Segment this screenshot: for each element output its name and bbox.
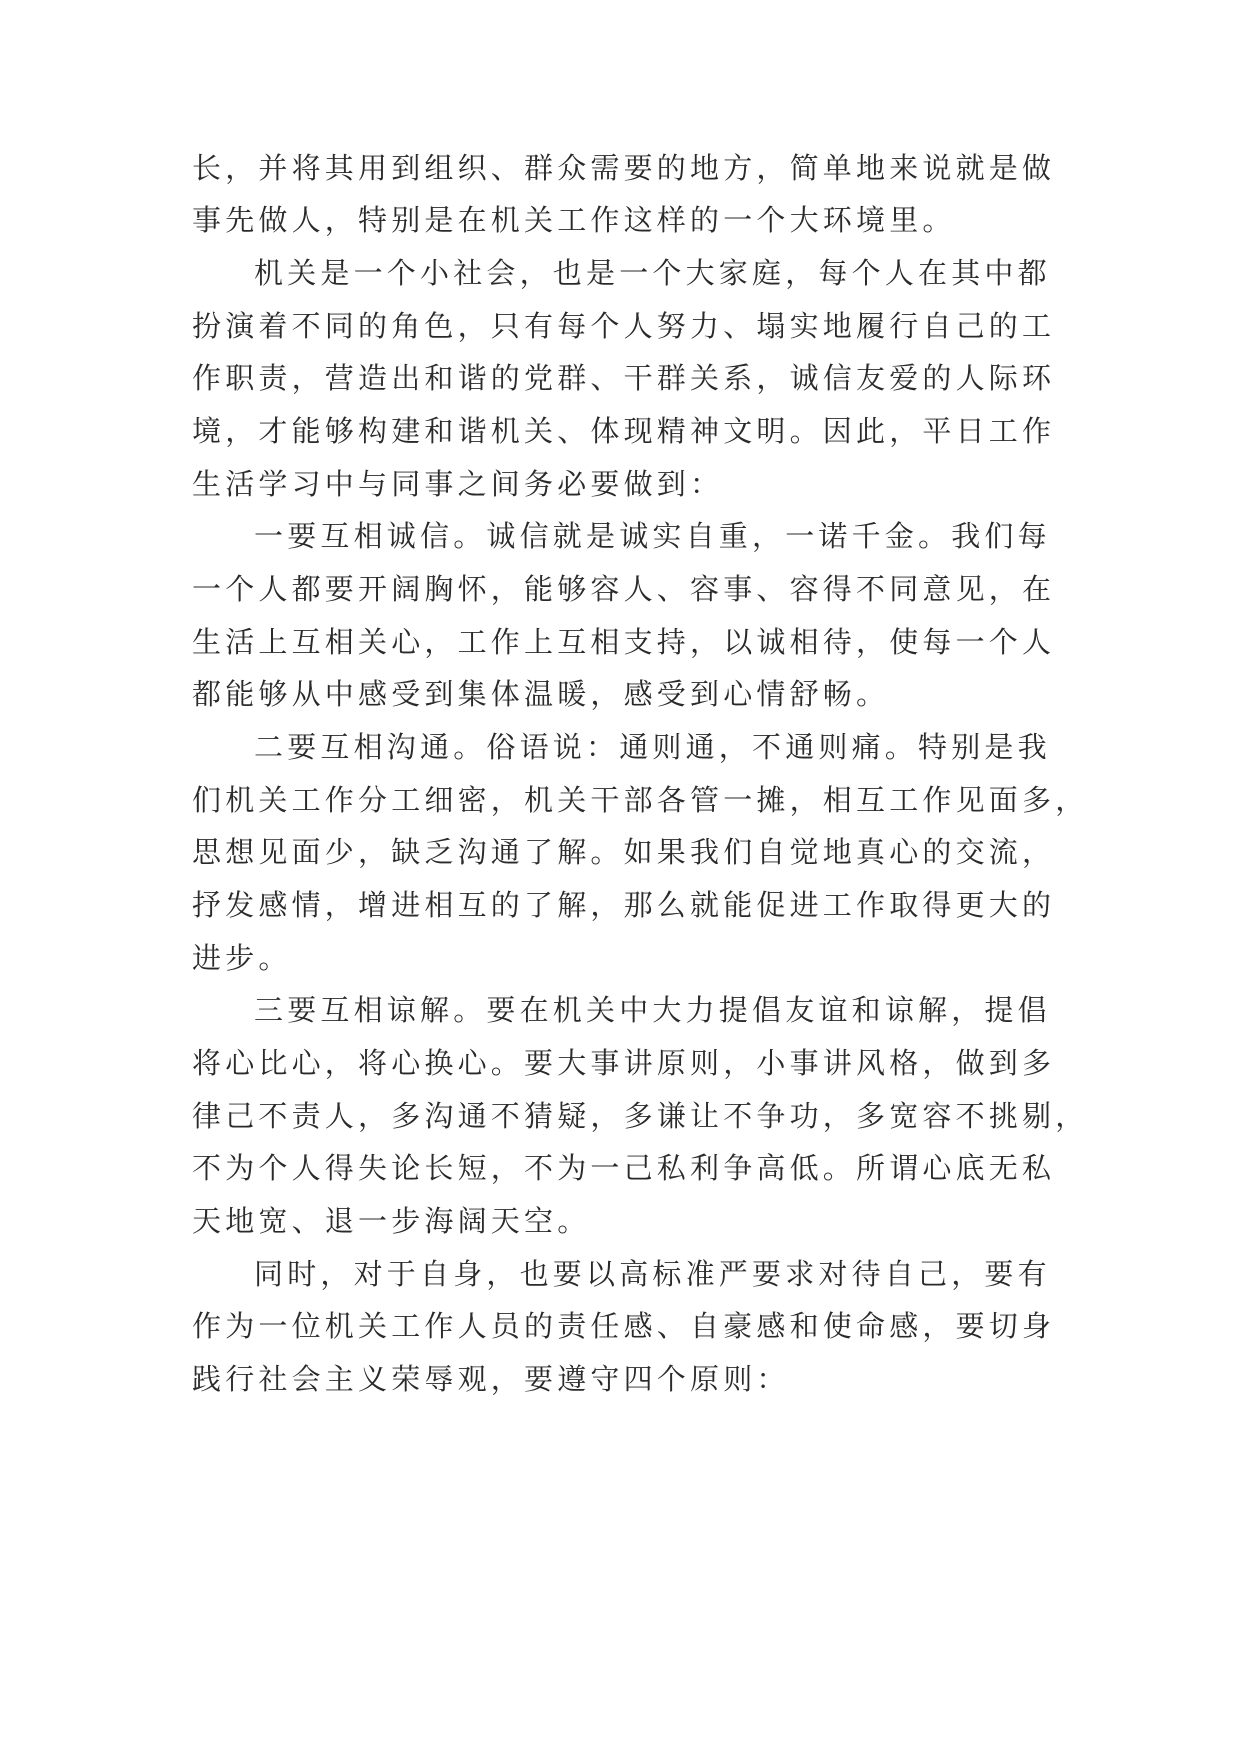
text-line: 作为一位机关工作人员的责任感、自豪感和使命感，要切身 <box>192 1309 1056 1343</box>
text-line: 践行社会主义荣辱观，要遵守四个原则： <box>192 1362 790 1396</box>
text-line: 二要互相沟通。俗语说：通则通，不通则痛。特别是我 <box>254 730 1051 764</box>
text-line: 天地宽、退一步海阔天空。 <box>192 1204 591 1238</box>
text-line: 都能够从中感受到集体温暖，感受到心情舒畅。 <box>192 677 890 711</box>
text-line: 作职责，营造出和谐的党群、干群关系，诚信友爱的人际环 <box>192 361 1056 395</box>
text-line: 事先做人，特别是在机关工作这样的一个大环境里。 <box>192 203 956 237</box>
text-line: 生活学习中与同事之间务必要做到： <box>192 467 724 501</box>
text-line: 同时，对于自身，也要以高标准严要求对待自己，要有 <box>254 1257 1051 1291</box>
text-line: 不为个人得失论长短，不为一己私利争高低。所谓心底无私 <box>192 1151 1056 1185</box>
text-line: 思想见面少，缺乏沟通了解。如果我们自觉地真心的交流， <box>192 835 1056 869</box>
text-line: 们机关工作分工细密，机关干部各管一摊，相互工作见面多， <box>192 783 1089 817</box>
text-line: 生活上互相关心，工作上互相支持，以诚相待，使每一个人 <box>192 625 1056 659</box>
text-line: 长，并将其用到组织、群众需要的地方，简单地来说就是做 <box>192 151 1056 185</box>
text-line: 一个人都要开阔胸怀，能够容人、容事、容得不同意见，在 <box>192 572 1056 606</box>
text-line: 扮演着不同的角色，只有每个人努力、塌实地履行自己的工 <box>192 309 1056 343</box>
text-line: 律己不责人，多沟通不猜疑，多谦让不争功，多宽容不挑剔， <box>192 1099 1089 1133</box>
text-line: 三要互相谅解。要在机关中大力提倡友谊和谅解，提倡 <box>254 993 1051 1027</box>
text-line: 机关是一个小社会，也是一个大家庭，每个人在其中都 <box>254 256 1051 290</box>
text-line: 境，才能够构建和谐机关、体现精神文明。因此，平日工作 <box>192 414 1056 448</box>
text-line: 一要互相诚信。诚信就是诚实自重，一诺千金。我们每 <box>254 519 1051 553</box>
text-line: 将心比心，将心换心。要大事讲原则，小事讲风格，做到多 <box>192 1046 1056 1080</box>
text-line: 抒发感情，增进相互的了解，那么就能促进工作取得更大的 <box>192 888 1056 922</box>
text-line: 进步。 <box>192 941 292 975</box>
